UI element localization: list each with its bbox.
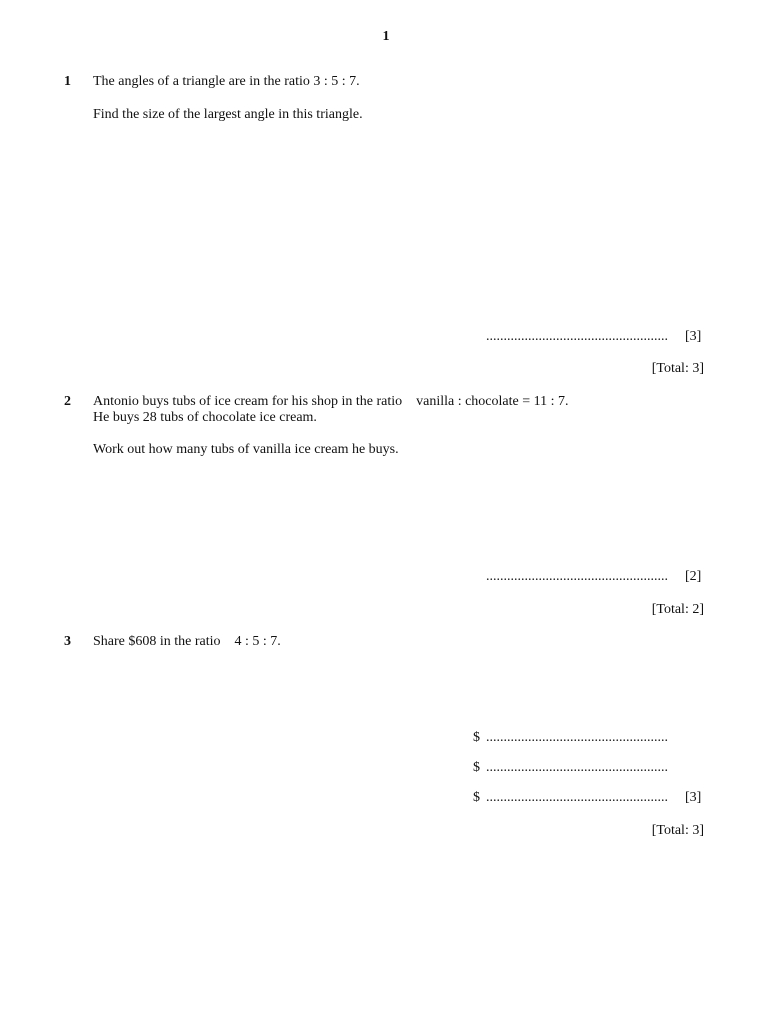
question-3-answer-line-1[interactable]: .................................................... xyxy=(486,730,668,745)
question-2-marks: [2] xyxy=(685,569,702,584)
question-3-answer-line-2[interactable]: .................................................... xyxy=(486,760,668,775)
question-2-text-line-3: Work out how many tubs of vanilla ice cream he buys. xyxy=(93,442,399,457)
question-3-number: 3 xyxy=(64,634,71,649)
question-2-answer-line[interactable]: .................................................... xyxy=(486,569,668,584)
question-3-text-line-1: Share $608 in the ratio 4 : 5 : 7. xyxy=(93,634,281,649)
question-1-number: 1 xyxy=(64,74,71,89)
question-1-total: [Total: 3] xyxy=(651,361,704,376)
question-3-currency-symbol: $ xyxy=(473,790,480,805)
question-2-total: [Total: 2] xyxy=(651,602,704,617)
question-2-text-line-1: Antonio buys tubs of ice cream for his shop in the ratio vanilla : chocolate = 11 : 7. xyxy=(93,394,569,409)
question-3-currency-symbol: $ xyxy=(473,760,480,775)
question-1-marks: [3] xyxy=(685,329,702,344)
question-3-answer-line-3[interactable]: .................................................... xyxy=(486,790,668,805)
question-1-text-line-1: The angles of a triangle are in the ratio 3 : 5 : 7. xyxy=(93,74,360,89)
question-2-text-line-2: He buys 28 tubs of chocolate ice cream. xyxy=(93,410,317,425)
question-3-marks: [3] xyxy=(685,790,702,805)
question-1-text-line-2: Find the size of the largest angle in this triangle. xyxy=(93,107,363,122)
question-3-total: [Total: 3] xyxy=(651,823,704,838)
question-1-answer-line[interactable]: .................................................... xyxy=(486,329,668,344)
question-3-currency-symbol: $ xyxy=(473,730,480,745)
page-number: 1 xyxy=(382,29,390,44)
question-2-number: 2 xyxy=(64,394,71,409)
